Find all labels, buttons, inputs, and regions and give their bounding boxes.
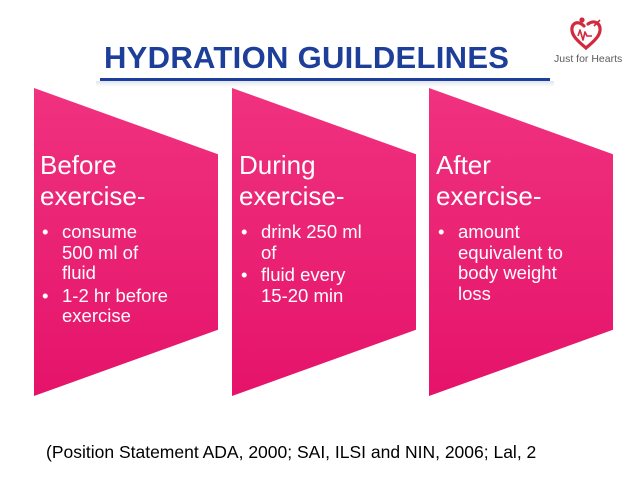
- bullet-list: [40, 222, 212, 327]
- slide-title: HYDRATION GUILDELINES: [104, 40, 510, 75]
- column-heading: Before exercise-: [40, 150, 146, 211]
- bullet-item: • 1-2 hr before exercise: [42, 284, 168, 326]
- bullet-item: • amount equivalent to body weight loss: [438, 221, 563, 304]
- bullet-list: [436, 222, 604, 304]
- bullet-dot-icon: •: [241, 221, 248, 242]
- bullet-item: • consume 500 ml of fluid: [42, 221, 139, 283]
- column-after: [436, 150, 604, 306]
- column-before: [40, 150, 212, 329]
- bullet-dot-icon: •: [42, 221, 49, 242]
- bullet-dot-icon: •: [241, 264, 248, 285]
- column-during: [239, 150, 409, 308]
- bullet-dot-icon: •: [438, 221, 445, 242]
- citation: (Position Statement ADA, 2000; SAI, ILSI and NIN, 2006; Lal, 2: [46, 442, 537, 462]
- column-heading: During exercise-: [239, 150, 345, 211]
- logo-text: Just for Hearts: [554, 53, 623, 65]
- bullet-item: • drink 250 ml of: [241, 221, 362, 263]
- column-heading: After exercise-: [436, 150, 542, 211]
- title-shadow: [96, 81, 554, 87]
- bullet-item: • fluid every 15-20 min: [241, 264, 346, 306]
- bullet-list: [239, 222, 409, 306]
- bullet-dot-icon: •: [42, 284, 49, 306]
